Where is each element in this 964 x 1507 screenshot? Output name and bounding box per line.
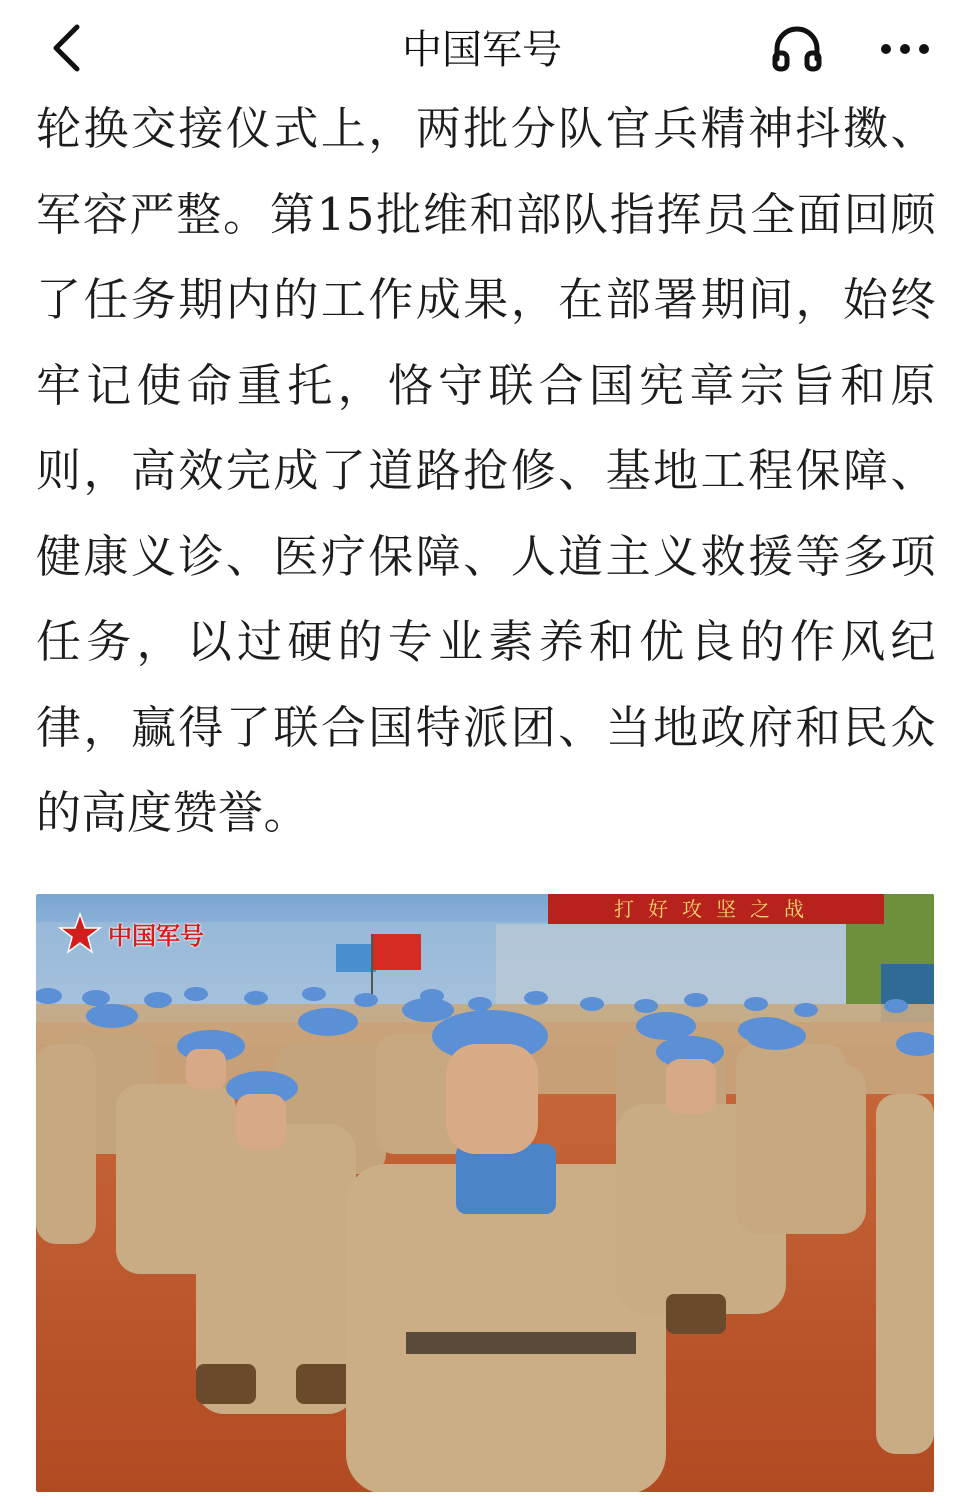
page-title: 中国军号: [402, 27, 562, 73]
article-paragraph: 轮换交接仪式上，两批分队官兵精神抖擞、军容严整。第15批维和部队指挥员全面回顾了任务期内的工作成果，在部署期间，始终牢记使命重托，恪守联合国宪章宗旨和原则，高效完成了道路抢修、基地工程保障、健康义诊、医疗保障、人道主义救援等多项任务，以过硬的专业素养和优良的作风纪律，赢得了联合国特派团、当地政府和民众的高度赞誉。: [36, 102, 936, 839]
article-body: [36, 86, 936, 856]
red-star-logo-icon: [58, 912, 102, 954]
listen-button[interactable]: [766, 22, 828, 78]
photo-scene: [36, 894, 934, 1492]
more-button[interactable]: [872, 22, 938, 78]
article-photo[interactable]: [36, 894, 934, 1492]
photo-logo: [58, 912, 204, 954]
more-dots-icon: [879, 41, 931, 60]
headphones-icon: [771, 23, 823, 77]
top-nav-bar: [0, 0, 964, 96]
photo-logo-text: 中国军号: [108, 921, 204, 950]
photo-banner: 打好攻坚之战: [548, 894, 884, 924]
